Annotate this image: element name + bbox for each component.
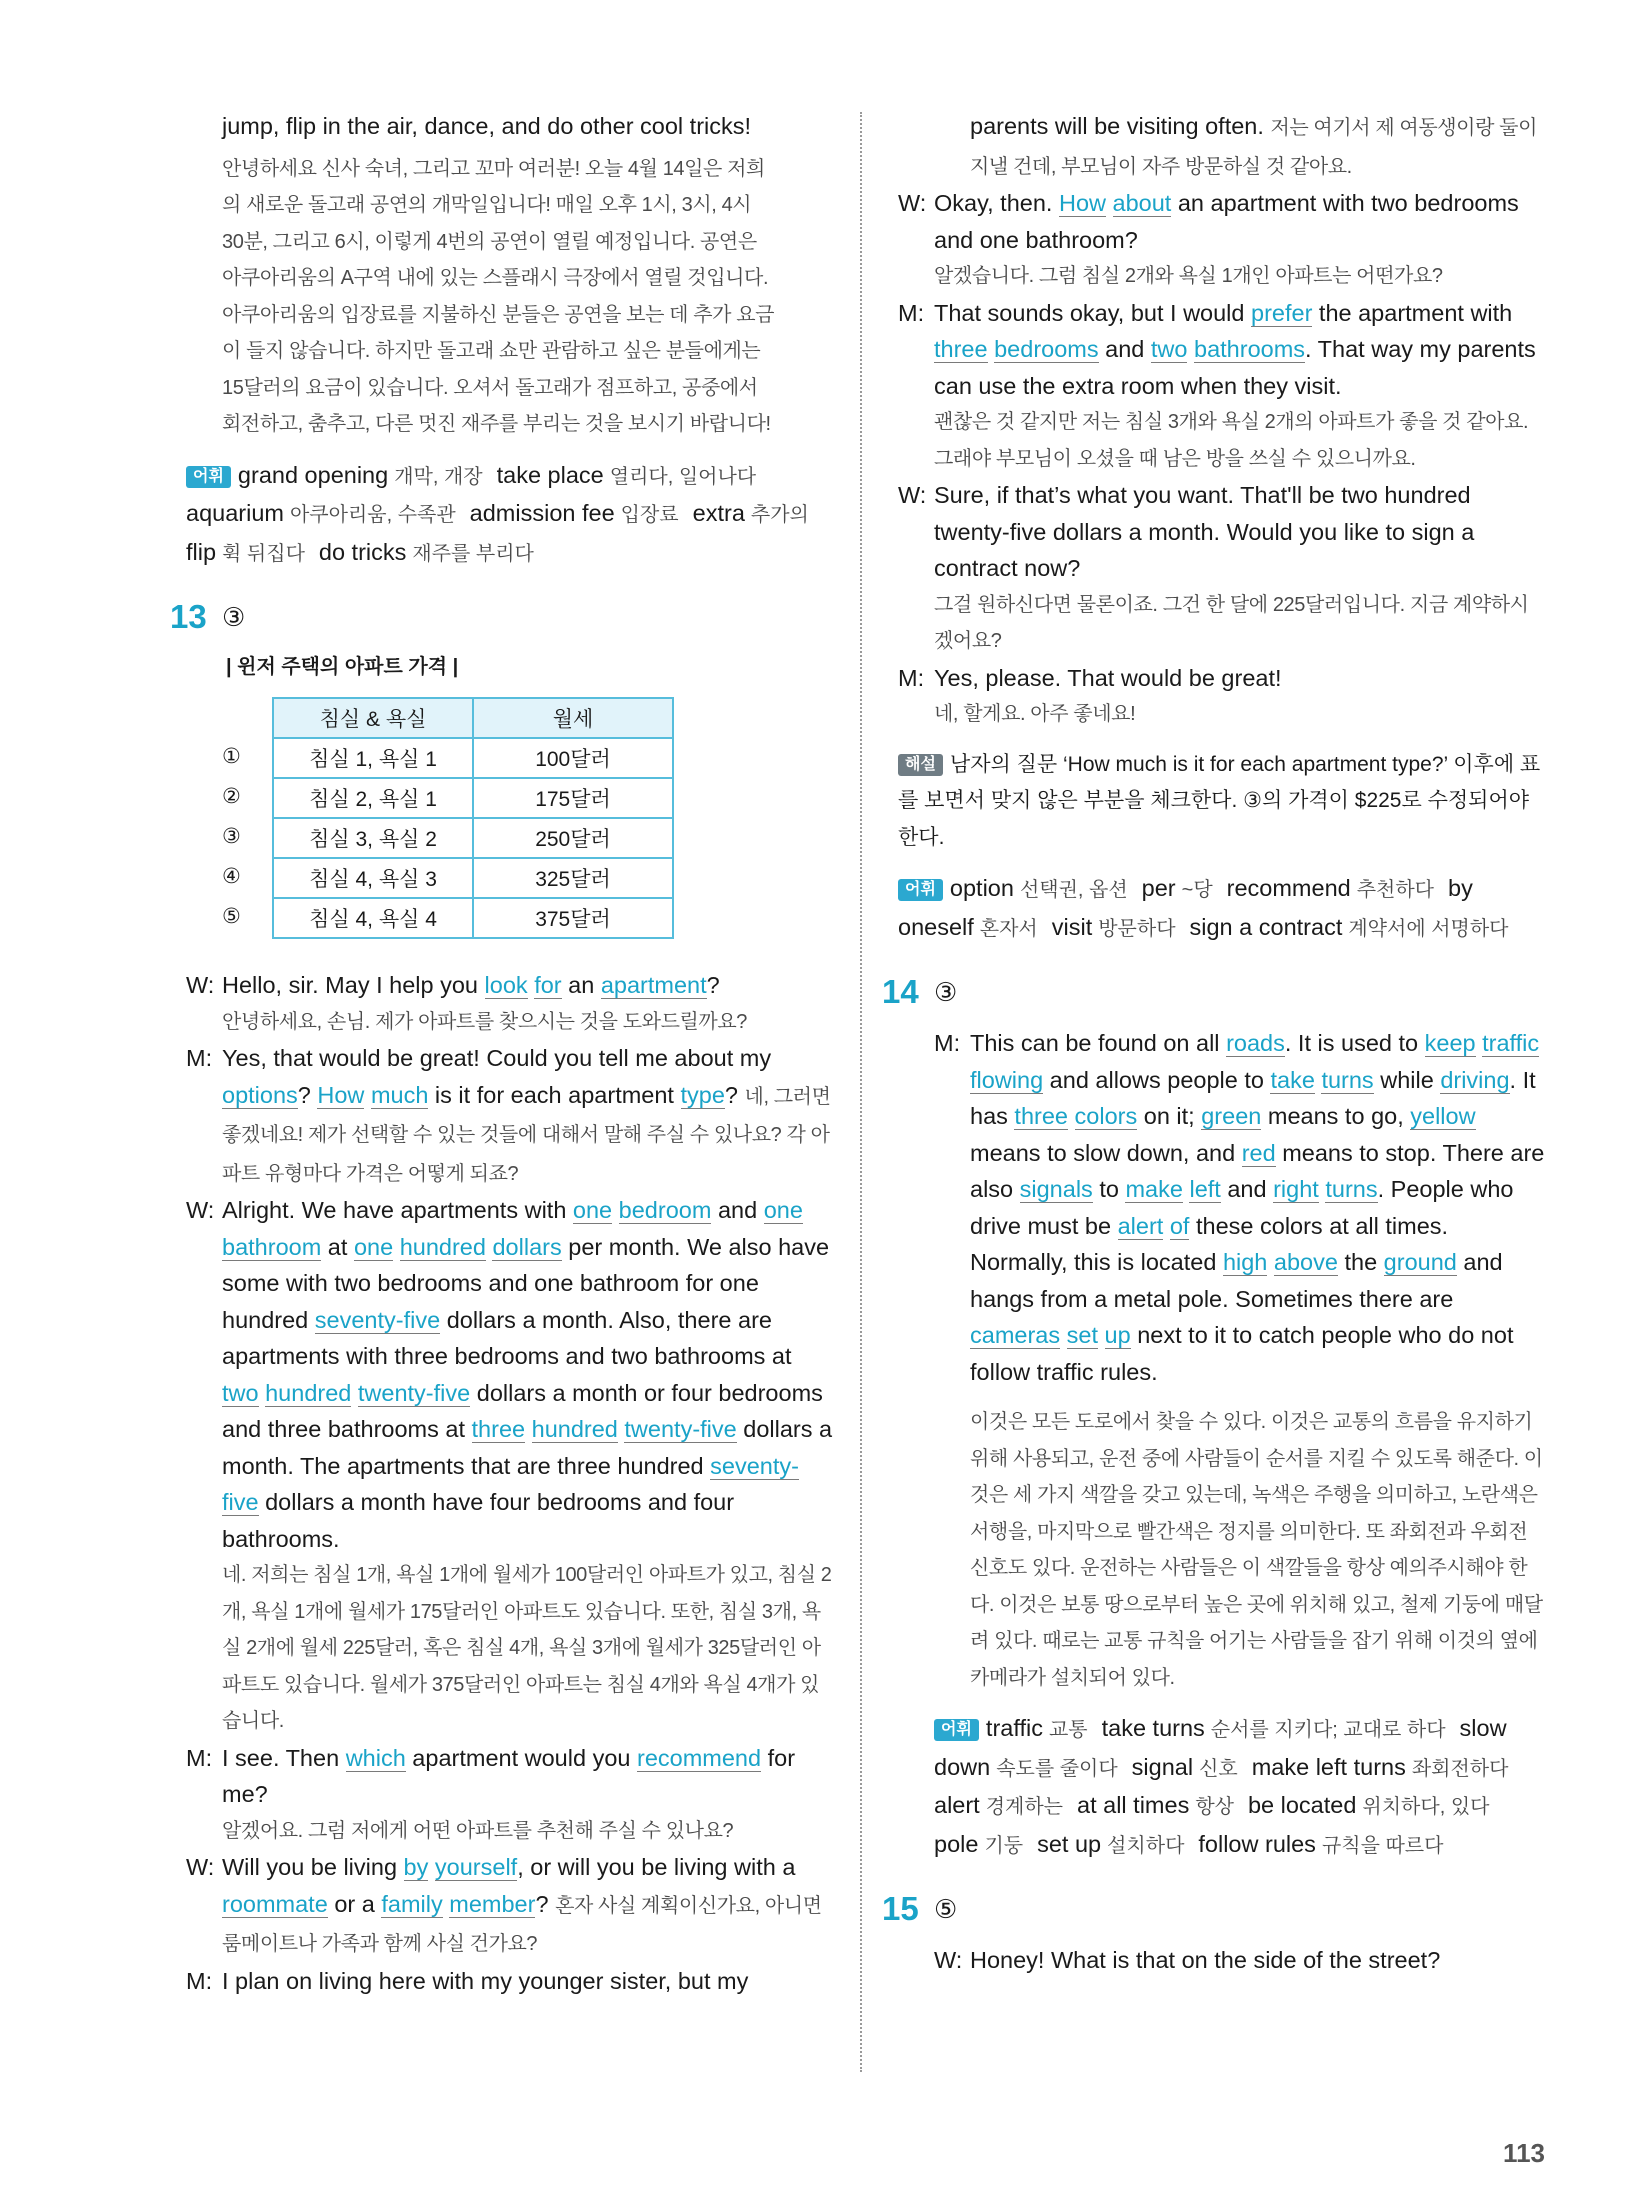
page-number: 113 bbox=[1503, 2138, 1545, 2168]
vocab-meaning: 좌회전하다 bbox=[1411, 1757, 1509, 1780]
table-cell: 침실 2, 욕실 1 bbox=[273, 778, 473, 818]
table-cell: 침실 4, 욕실 4 bbox=[273, 898, 473, 938]
question-15-header bbox=[882, 1890, 1546, 1928]
vocab-term: make left turns bbox=[1251, 1753, 1406, 1780]
blank-answer: by bbox=[403, 1854, 429, 1880]
column-divider bbox=[860, 112, 862, 2072]
vocab-badge: 어휘 bbox=[898, 879, 943, 901]
blank-answer: roommate bbox=[222, 1890, 328, 1917]
vocab-meaning: 설치하다 bbox=[1107, 1834, 1185, 1857]
translation: 혼자 사실 계획이신가요, 아니면 룸메이트나 가족과 함께 사실 건가요? bbox=[222, 1894, 822, 1955]
blank-answer: turns bbox=[1321, 1066, 1374, 1093]
blank-answer: hundred bbox=[399, 1233, 486, 1260]
speaker: M: bbox=[186, 1967, 213, 1994]
vocab-meaning: 개막, 개장 bbox=[394, 465, 483, 488]
vocab-meaning: 기둥 bbox=[984, 1834, 1024, 1857]
blank-answer: two bbox=[1150, 336, 1188, 362]
monologue: M: This can be found on all roads. It is used to keep traffic flowing and allows people to take turns while driving. It has three colors on it; green means to go, yellow means to slow down, and red means to stop. There are also signals to make left and right turns. People who drive must be alert of these colors at all times. Normally, this is located high above the ground and hangs from a metal pole. Sometimes there are cameras set up next to it to catch people who do not follow traffic rules. bbox=[934, 1025, 1546, 1390]
question-answer: ③ bbox=[934, 976, 958, 1007]
blank-answer: one bbox=[763, 1197, 803, 1223]
vocab-meaning: 규칙을 따르다 bbox=[1321, 1834, 1444, 1857]
blank-answer: look bbox=[484, 972, 528, 998]
blank-answer: bathroom bbox=[222, 1233, 322, 1260]
blank-answer: ground bbox=[1383, 1249, 1457, 1275]
row-marker: ③ bbox=[222, 825, 241, 848]
blank-answer: three bbox=[1014, 1103, 1068, 1129]
table-cell: 325달러 bbox=[473, 858, 673, 898]
ko-line: 안녕하세요 신사 숙녀, 그리고 꼬마 여러분! 오늘 4월 14일은 저희 bbox=[222, 157, 765, 180]
ko-line: 15달러의 요금이 있습니다. 오셔서 돌고래가 점프하고, 공중에서 bbox=[222, 376, 758, 399]
vocab-term: by oneself bbox=[898, 875, 1473, 940]
speaker: M: bbox=[898, 299, 925, 326]
blank-answer: family bbox=[381, 1890, 443, 1917]
table-cell: 250달러 bbox=[473, 818, 673, 858]
blank-answer: bedroom bbox=[618, 1197, 712, 1223]
blank-answer: yourself bbox=[434, 1854, 518, 1880]
row-marker: ⑤ bbox=[222, 905, 241, 928]
blank-answer: roads bbox=[1226, 1030, 1285, 1056]
vocab-meaning: 항상 bbox=[1195, 1796, 1234, 1818]
table-row bbox=[272, 778, 673, 818]
table-header: 침실 & 욕실 bbox=[273, 698, 473, 738]
vocab-meaning: 재주를 부리다 bbox=[412, 542, 534, 565]
ko-line: 아쿠아리움의 입장료를 지불하신 분들은 공연을 보는 데 추가 요금 bbox=[222, 303, 775, 326]
translation: 네, 할게요. 아주 좋네요! bbox=[934, 703, 1136, 725]
vocab-meaning: 선택권, 옵션 bbox=[1019, 879, 1128, 901]
speaker: M: bbox=[186, 1744, 213, 1771]
vocab-term: flip bbox=[186, 538, 217, 565]
blank-answer: two bbox=[222, 1379, 259, 1406]
table-row bbox=[272, 858, 673, 898]
blank-answer: for bbox=[534, 972, 562, 998]
dialogue-line: W: Okay, then. How about an apartment with two bedrooms and one bathroom? 알겠습니다. 그럼 침실 2개와 욕실 1개인 아파트는 어떤가요? bbox=[898, 185, 1546, 295]
blank-answer: high bbox=[1222, 1249, 1268, 1275]
row-marker: ② bbox=[222, 785, 241, 808]
speaker: M: bbox=[898, 664, 925, 691]
vocab-meaning: 휙 뒤집다 bbox=[222, 542, 305, 565]
dialogue-text: Honey! What is that on the side of the street? bbox=[970, 1947, 1441, 1973]
blank-answer: options bbox=[222, 1081, 298, 1108]
blank-answer: member bbox=[449, 1890, 536, 1917]
blank-answer: one bbox=[572, 1197, 613, 1223]
question-answer: ③ bbox=[222, 601, 246, 632]
vocab-meaning: 방문하다 bbox=[1098, 917, 1176, 940]
dialogue-line: W: Alright. We have apartments with one bedroom and one bathroom at one hundred dollars per month. We also have some with two bedrooms and one bathroom for one hundred seventy-five dollars a month. Also, there are apartments with three bedrooms and two bathrooms at two hundred twenty-five dollars a month or four bedrooms and three bathrooms at three hundred twenty-five dollars a month. The apartments that are three hundred seventy-five dollars a month have four bedrooms and four bathrooms. 네. 저희는 침실 1개, 욕실 1개에 월세가 100달러인 아파트가 있고, 침실 2개, 욕실 1개에 월세가 175달러인 아파트도 있습니다. 또한, 침실 3개, 욕실 2개에 월세 225달러, 혹은 침실 4개, 욕실 3개에 월세가 325달러인 아파트도 있습니다. 월세가 375달러인 아파트는 침실 4개와 욕실 4개가 있습니다. bbox=[186, 1192, 834, 1740]
blank-answer: hundred bbox=[531, 1416, 618, 1442]
blank-answer: driving bbox=[1440, 1066, 1510, 1093]
blank-answer: alert bbox=[1117, 1212, 1164, 1239]
vocab-term: do tricks bbox=[318, 538, 407, 565]
rent-table bbox=[222, 697, 674, 939]
blank-answer: take bbox=[1270, 1066, 1315, 1093]
speaker: W: bbox=[898, 190, 927, 216]
vocab-term: alert bbox=[934, 1792, 980, 1818]
blank-answer: type bbox=[680, 1081, 725, 1108]
ko-line: 아쿠아리움의 A구역 내에 있는 스플래시 극장에서 열릴 것입니다. bbox=[222, 267, 769, 289]
vocab-meaning: 입장료 bbox=[620, 504, 679, 526]
dialogue-line: M: Yes, that would be great! Could you tell me about my options? How much is it for each apartment type? 네, 그러면 좋겠네요! 제가 선택할 수 있는 것들에 대해서 말해 주실 수 있나요? 각 아파트 유형마다 가격은 어떻게 되죠? bbox=[186, 1040, 834, 1192]
dialogue-line bbox=[186, 1963, 834, 2000]
ko-line: 30분, 그리고 6시, 이렇게 4번의 공연이 열릴 예정입니다. 공연은 bbox=[222, 230, 757, 253]
question-number: 13 bbox=[170, 598, 207, 635]
vocab-meaning: 위치하다, 있다 bbox=[1362, 1796, 1490, 1818]
blank-answer: prefer bbox=[1251, 299, 1313, 326]
vocab-term: extra bbox=[692, 500, 745, 526]
translation: 알겠습니다. 그럼 침실 2개와 욕실 1개인 아파트는 어떤가요? bbox=[934, 265, 1443, 287]
blank-answer: bedrooms bbox=[994, 336, 1099, 362]
blank-answer: which bbox=[345, 1744, 406, 1771]
vocab-term: traffic bbox=[985, 1715, 1043, 1741]
translation: 그걸 원하신다면 물론이죠. 그건 한 달에 225달러입니다. 지금 계약하시겠어요? bbox=[934, 593, 1529, 652]
translation: 네, 그러면 좋겠네요! 제가 선택할 수 있는 것들에 대해서 말해 주실 수 있나요? 각 아파트 유형마다 가격은 어떻게 되죠? bbox=[222, 1085, 831, 1185]
question-13-header bbox=[170, 598, 834, 636]
vocab-term: admission fee bbox=[469, 500, 615, 526]
speaker: W: bbox=[186, 1197, 215, 1223]
blank-answer: red bbox=[1241, 1139, 1276, 1166]
vocab-meaning: ~당 bbox=[1181, 879, 1213, 901]
table-header-row bbox=[272, 698, 673, 738]
vocab-term: pole bbox=[934, 1830, 979, 1857]
vocab-meaning: 계약서에 서명하다 bbox=[1348, 917, 1509, 940]
explanation-box bbox=[898, 747, 1546, 857]
vocab-badge: 어휘 bbox=[934, 1719, 979, 1741]
dialogue-line: W: Hello, sir. May I help you look for an apartment? 안녕하세요, 손님. 제가 아파트를 찾으시는 것을 도와드릴까요? bbox=[186, 967, 834, 1040]
blank-answer: dollars bbox=[492, 1233, 562, 1260]
vocab-term: take turns bbox=[1101, 1715, 1205, 1741]
row-marker: ① bbox=[222, 745, 241, 768]
vocab-term: set up bbox=[1037, 1830, 1102, 1857]
vocab-meaning: 추가의 bbox=[750, 504, 809, 526]
monologue-translation: 이것은 모든 도로에서 찾을 수 있다. 이것은 교통의 흐름을 유지하기 위해 사용되고, 운전 중에 사람들이 순서를 지킬 수 있도록 해준다. 이것은 세 가지 색깔을 갖고 있는데, 녹색은 주행을 의미하고, 노란색은 서행을, 마지막으로 빨간색은 정지를 의미한다. 또 좌회전과 우회전 신호도 있다. 운전하는 사람들은 이 색깔들을 항상 예의주시해야 한다. 이것은 보통 땅으로부터 높은 곳에 위치해 있고, 철제 기둥에 매달려 있다. 때로는 교통 규칙을 어기는 사람들을 잡기 위해 이것의 옆에 카메라가 설치되어 있다. bbox=[970, 1411, 1543, 1689]
vocab-term: sign a contract bbox=[1189, 913, 1343, 940]
table-cell: 375달러 bbox=[473, 898, 673, 938]
vocab-term: aquarium bbox=[186, 500, 284, 526]
vocab-meaning: 열리다, 일어나다 bbox=[609, 465, 757, 488]
blank-answer: signals bbox=[1019, 1176, 1093, 1202]
table-header: 월세 bbox=[473, 698, 673, 738]
blank-answer: colors bbox=[1074, 1103, 1138, 1129]
blank-answer: recommend bbox=[637, 1744, 762, 1771]
blank-answer: seventy-five bbox=[314, 1306, 441, 1333]
translation: 네. 저희는 침실 1개, 욕실 1개에 월세가 100달러인 아파트가 있고, 침실 2개, 욕실 1개에 월세가 175달러인 아파트도 있습니다. 또한, 침실 3개, 욕실 2개에 월세 225달러, 혹은 침실 4개, 욕실 3개에 월세가 325달러인 아파트도 있습니다. 월세가 375달러인 아파트는 침실 4개와 욕실 4개가 있습니다. bbox=[222, 1564, 832, 1732]
blank-answer: apartment bbox=[600, 972, 707, 998]
blank-answer: about bbox=[1112, 190, 1172, 216]
blank-answer: How bbox=[1058, 190, 1106, 216]
ko-line: 이 들지 않습니다. 하지만 돌고래 쇼만 관람하고 싶은 분들에게는 bbox=[222, 340, 761, 362]
table-cell: 175달러 bbox=[473, 778, 673, 818]
question-14-header bbox=[882, 973, 1546, 1011]
vocab-meaning: 혼자서 bbox=[979, 917, 1038, 940]
vocab-box-3 bbox=[934, 1710, 1546, 1864]
vocab-box-2 bbox=[898, 870, 1546, 947]
table-row bbox=[272, 738, 673, 778]
vocab-term: option bbox=[949, 875, 1014, 901]
blank-answer: left bbox=[1189, 1176, 1221, 1202]
blank-answer: of bbox=[1169, 1212, 1190, 1239]
vocab-term: slow down bbox=[934, 1715, 1507, 1780]
blank-answer: hundred bbox=[265, 1379, 352, 1406]
row-marker: ④ bbox=[222, 865, 241, 888]
translation: 저는 여기서 제 여동생이랑 둘이 지낼 건데, 부모님이 자주 방문하실 것 같아요. bbox=[970, 117, 1538, 178]
vocab-term: grand opening bbox=[237, 461, 389, 488]
blank-answer: How bbox=[317, 1081, 365, 1108]
dialogue-text: I plan on living here with my younger sister, but my bbox=[222, 1967, 749, 1994]
translation: 알겠어요. 그럼 저에게 어떤 아파트를 추천해 주실 수 있나요? bbox=[222, 1819, 734, 1842]
vocab-meaning: 신호 bbox=[1199, 1757, 1238, 1780]
vocab-term: per bbox=[1141, 875, 1176, 901]
dialogue-line: parents will be visiting often. 저는 여기서 제 여동생이랑 둘이 지낼 건데, 부모님이 자주 방문하실 것 같아요. bbox=[970, 113, 1538, 178]
dialogue-line bbox=[898, 660, 1546, 733]
ko-line: 회전하고, 춤추고, 다른 멋진 재주를 부리는 것을 보시기 바랍니다! bbox=[222, 413, 771, 435]
right-column bbox=[882, 108, 1546, 1979]
translation: 안녕하세요, 손님. 제가 아파트를 찾으시는 것을 도와드릴까요? bbox=[222, 1010, 747, 1033]
intro-end: jump, flip in the air, dance, and do other cool tricks! bbox=[222, 113, 752, 139]
blank-answer: keep bbox=[1424, 1030, 1476, 1056]
table-cell: 100달러 bbox=[473, 738, 673, 778]
blank-answer: right bbox=[1273, 1176, 1319, 1202]
left-column bbox=[170, 108, 834, 1999]
speaker: M: bbox=[934, 1030, 961, 1056]
question-number: 14 bbox=[882, 973, 919, 1010]
dialogue-line bbox=[898, 477, 1546, 660]
question-number: 15 bbox=[882, 1890, 919, 1927]
vocab-meaning: 경계하는 bbox=[985, 1796, 1063, 1818]
table-row bbox=[272, 818, 673, 858]
explanation-text: 남자의 질문 ‘How much is it for each apartment type?’ 이후에 표를 보면서 맞지 않은 부분을 체크한다. ③의 가격이 $225로 수정되어야 한다. bbox=[898, 752, 1541, 849]
vocab-term: be located bbox=[1247, 1792, 1357, 1818]
vocab-meaning: 교통 bbox=[1048, 1719, 1088, 1741]
vocab-meaning: 추천하다 bbox=[1356, 879, 1434, 901]
dialogue-line: M: I see. Then which apartment would you recommend for me? 알겠어요. 그럼 저에게 어떤 아파트를 추천해 주실 수 있나요? bbox=[186, 1740, 834, 1850]
table-caption: | 윈저 주택의 아파트 가격 | bbox=[226, 656, 459, 678]
vocab-term: at all times bbox=[1077, 1792, 1190, 1818]
blank-answer: bathrooms bbox=[1194, 336, 1306, 362]
blank-answer: make bbox=[1125, 1176, 1183, 1202]
speaker: W: bbox=[898, 482, 927, 508]
vocab-term: recommend bbox=[1226, 875, 1351, 901]
speaker: M: bbox=[186, 1045, 213, 1071]
dialogue-line bbox=[934, 1942, 1546, 1979]
blank-answer: three bbox=[934, 336, 988, 362]
ko-line: 의 새로운 돌고래 공연의 개막일입니다! 매일 오후 1시, 3시, 4시 bbox=[222, 194, 752, 216]
blank-answer: cameras bbox=[970, 1322, 1061, 1348]
table-cell: 침실 4, 욕실 3 bbox=[273, 858, 473, 898]
blank-answer: one bbox=[353, 1233, 394, 1260]
vocab-badge: 어휘 bbox=[186, 466, 231, 488]
blank-answer: traffic bbox=[1482, 1030, 1540, 1056]
blank-answer: green bbox=[1201, 1103, 1262, 1129]
blank-answer: set bbox=[1066, 1322, 1099, 1348]
dialogue-text: Sure, if that’s what you want. That'll be two hundred twenty-five dollars a month. Would you like to sign a contract now? bbox=[934, 482, 1475, 581]
intro-translation bbox=[222, 151, 834, 443]
dialogue-line: M: That sounds okay, but I would prefer the apartment with three bedrooms and two bathrooms. That way my parents can use the extra room when they visit. 괜찮은 것 같지만 저는 침실 3개와 욕실 2개의 아파트가 좋을 것 같아요. 그래야 부모님이 오셨을 때 남은 방을 쓰실 수 있으니까요. bbox=[898, 295, 1546, 478]
dialogue-line: W: Will you be living by yourself, or will you be living with a roommate or a family member? 혼자 사실 계획이신가요, 아니면 룸메이트나 가족과 함께 사실 건가요? bbox=[186, 1849, 834, 1963]
table-cell: 침실 3, 욕실 2 bbox=[273, 818, 473, 858]
blank-answer: above bbox=[1273, 1249, 1338, 1275]
blank-answer: up bbox=[1104, 1322, 1131, 1348]
translation: 괜찮은 것 같지만 저는 침실 3개와 욕실 2개의 아파트가 좋을 것 같아요. 그래야 부모님이 오셨을 때 남은 방을 쓰실 수 있으니까요. bbox=[934, 411, 1529, 470]
vocab-term: visit bbox=[1051, 913, 1093, 940]
speaker: W: bbox=[934, 1947, 963, 1973]
blank-answer: twenty-five bbox=[624, 1416, 737, 1442]
blank-answer: flowing bbox=[970, 1066, 1044, 1093]
vocab-meaning: 속도를 줄이다 bbox=[996, 1757, 1118, 1780]
vocab-meaning: 순서를 지키다; 교대로 하다 bbox=[1210, 1719, 1446, 1741]
explanation-badge: 해설 bbox=[898, 754, 943, 776]
speaker: W: bbox=[186, 1854, 215, 1880]
vocab-term: follow rules bbox=[1198, 1830, 1316, 1857]
vocab-meaning: 아쿠아리움, 수족관 bbox=[289, 504, 456, 526]
blank-answer: much bbox=[370, 1081, 429, 1108]
vocab-box-1 bbox=[186, 457, 834, 573]
table-cell: 침실 1, 욕실 1 bbox=[273, 738, 473, 778]
blank-answer: yellow bbox=[1410, 1103, 1476, 1129]
table-row bbox=[272, 898, 673, 938]
dialogue-text: Yes, please. That would be great! bbox=[934, 664, 1282, 691]
vocab-term: signal bbox=[1131, 1753, 1194, 1780]
blank-answer: twenty-five bbox=[357, 1379, 471, 1406]
blank-answer: turns bbox=[1325, 1176, 1378, 1202]
question-answer: ⑤ bbox=[934, 1893, 958, 1924]
vocab-term: take place bbox=[496, 461, 604, 488]
blank-answer: three bbox=[471, 1416, 526, 1442]
speaker: W: bbox=[186, 972, 215, 998]
blank-answer: seventy-five bbox=[222, 1452, 799, 1515]
